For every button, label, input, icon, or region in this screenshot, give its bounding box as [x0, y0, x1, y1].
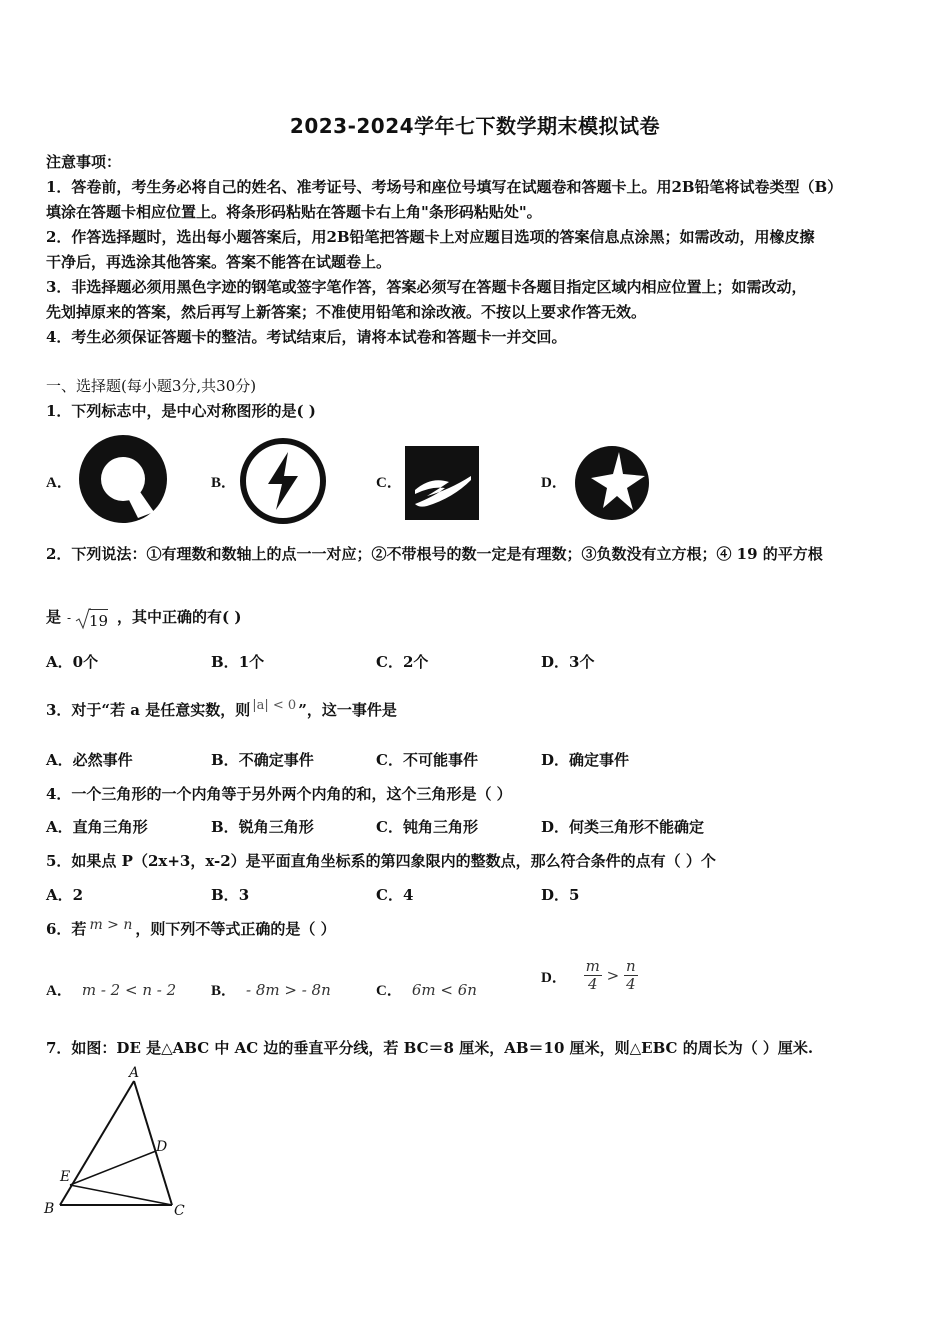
star-circle-icon	[573, 444, 651, 526]
q4-option-d[interactable]	[541, 817, 704, 837]
fraction	[624, 958, 638, 993]
fraction	[584, 958, 602, 993]
notice-line: 干净后，再选涂其他答案。答案不能答在试题卷上。	[46, 253, 392, 271]
q1-option-d[interactable]	[541, 472, 567, 493]
option-label: A．	[46, 751, 73, 769]
q2-option-a[interactable]	[46, 652, 98, 672]
q2-option-b[interactable]	[211, 652, 264, 672]
q5-option-b[interactable]	[211, 885, 249, 905]
q6-option-d[interactable]	[541, 958, 638, 993]
option-label: B．	[211, 818, 239, 836]
notice-line: 3．非选择题必须用黑色字迹的钢笔或签字笔作答，答案必须写在答题卡各题目指定区域内相应位置上；如需改动，	[46, 278, 807, 296]
option-math: - 8m > - 8n	[246, 981, 331, 999]
lightning-circle-icon	[240, 438, 326, 528]
option-label: D．	[541, 475, 567, 491]
point-label-c: C	[174, 1203, 185, 1219]
option-text: 锐角三角形	[238, 818, 314, 836]
question-7-stem: 7．如图：DE 是△ABC 中 AC 边的垂直平分线，若 BC＝8 厘米，AB＝10 厘米，则△EBC 的周长为（ ）厘米.	[46, 1039, 814, 1057]
text-fragment: 6．若	[46, 920, 87, 938]
option-label: A．	[46, 475, 72, 491]
option-label: B．	[211, 751, 239, 769]
numerator: m	[585, 957, 600, 975]
option-text: 1个	[238, 653, 265, 671]
greater-sign: >	[606, 966, 620, 985]
text-fragment: ，其中正确的有( )	[117, 608, 242, 626]
option-label: A．	[46, 983, 72, 999]
option-label: C．	[376, 818, 403, 836]
option-text: 2个	[402, 653, 429, 671]
question-5-stem: 5．如果点 P（2x+3，x-2）是平面直角坐标系的第四象限内的整数点，那么符合条件的点有（ ）个	[46, 852, 716, 870]
point-label-d: D	[156, 1139, 168, 1155]
option-math: 6m < 6n	[411, 981, 477, 999]
q5-option-d[interactable]	[541, 885, 579, 905]
q2-option-d[interactable]	[541, 652, 594, 672]
text-fragment: ，则下列不等式正确的是（ ）	[135, 920, 336, 938]
minus-sign: -	[67, 611, 72, 625]
option-label: B．	[211, 983, 237, 999]
question-2-stem-cont	[46, 607, 242, 630]
notice-line: 4．考生必须保证答题卡的整洁。考试结束后，请将本试卷和答题卡一并交回。	[46, 328, 567, 346]
option-text: 直角三角形	[72, 818, 148, 836]
option-text: 何类三角形不能确定	[569, 818, 705, 836]
ring-logo-icon	[78, 434, 168, 528]
option-text: 确定事件	[569, 751, 630, 769]
point-label-a: A	[129, 1065, 140, 1081]
q5-option-a[interactable]	[46, 885, 83, 905]
q3-option-c[interactable]	[376, 750, 478, 770]
q3-option-a[interactable]	[46, 750, 133, 770]
option-label: A．	[46, 886, 73, 904]
q1-option-b[interactable]	[211, 472, 236, 493]
question-4-stem: 4．一个三角形的一个内角等于另外两个内角的和，这个三角形是（ ）	[46, 785, 512, 803]
option-label: C．	[376, 653, 403, 671]
q4-option-b[interactable]	[211, 817, 314, 837]
q1-option-c[interactable]	[376, 472, 402, 493]
q6-option-b[interactable]	[211, 980, 331, 1001]
notice-line: 2．作答选择题时，选出每小题答案后，用2B铅笔把答题卡上对应题目选项的答案信息点涂黑；如需改动，用橡皮擦	[46, 228, 815, 246]
notice-heading: 注意事项：	[46, 153, 122, 171]
option-label: B．	[211, 653, 239, 671]
sqrt-argument: 19	[89, 609, 108, 631]
text-fragment: 3．对于“若 a 是任意实数，则	[46, 701, 251, 719]
q6-option-a[interactable]	[46, 980, 176, 1001]
inline-math: m > n	[89, 917, 133, 933]
point-label-e: E	[60, 1169, 71, 1185]
q3-option-b[interactable]	[211, 750, 314, 770]
option-label: D．	[541, 818, 570, 836]
option-label: D．	[541, 969, 567, 986]
option-label: C．	[376, 751, 403, 769]
q5-option-c[interactable]	[376, 885, 413, 905]
option-text: 不确定事件	[238, 751, 314, 769]
question-3-stem	[46, 700, 397, 722]
option-label: D．	[541, 653, 570, 671]
q4-option-c[interactable]	[376, 817, 478, 837]
q3-option-d[interactable]	[541, 750, 629, 770]
text-fragment: ”，这一事件是	[298, 701, 397, 719]
option-label: A．	[46, 818, 73, 836]
question-1-stem: 1．下列标志中，是中心对称图形的是( )	[46, 402, 316, 420]
option-text: 3个	[569, 653, 595, 671]
q6-option-c[interactable]	[376, 980, 477, 1001]
denominator: 4	[626, 975, 636, 993]
notice-line: 先划掉原来的答案，然后再写上新答案；不准使用铅笔和涂改液。不按以上要求作答无效。	[46, 303, 647, 321]
option-label: C．	[376, 983, 402, 999]
option-label: C．	[376, 886, 403, 904]
notice-line: 1．答卷前，考生务必将自己的姓名、准考证号、考场号和座位号填写在试题卷和答题卡上。用2B铅笔将试卷类型（B）	[46, 178, 843, 196]
q1-option-a[interactable]	[46, 472, 72, 493]
section-heading: 一、选择题(每小题3分,共30分)	[46, 377, 257, 395]
option-label: B．	[211, 886, 239, 904]
option-label: B．	[211, 475, 237, 491]
option-text: 不可能事件	[402, 751, 478, 769]
wave-square-logo-icon	[405, 446, 479, 524]
point-label-b: B	[44, 1201, 55, 1217]
option-text: 0个	[72, 653, 99, 671]
page-title: 2023-2024学年七下数学期末模拟试卷	[289, 114, 661, 138]
option-text: 2	[72, 886, 84, 904]
question-6-stem	[46, 919, 336, 940]
option-label: D．	[541, 751, 570, 769]
option-label: C．	[376, 475, 402, 491]
option-text: 4	[402, 886, 414, 904]
option-math: m - 2 < n - 2	[81, 981, 177, 999]
option-label: A．	[46, 653, 73, 671]
notice-line: 填涂在答题卡相应位置上。将条形码粘贴在答题卡右上角"条形码粘贴处"。	[46, 203, 542, 221]
triangle-figure	[40, 1065, 200, 1229]
numerator: n	[626, 957, 636, 975]
option-text: 必然事件	[72, 751, 133, 769]
option-text: 钝角三角形	[402, 818, 478, 836]
q4-option-a[interactable]	[46, 817, 148, 837]
option-text: 3	[238, 886, 250, 904]
option-text: 5	[569, 886, 580, 904]
denominator: 4	[587, 975, 598, 993]
question-2-stem: 2．下列说法：①有理数和数轴上的点一一对应；②不带根号的数一定是有理数；③负数没有立方根；④ 19 的平方根	[46, 545, 823, 563]
inline-math: |a| < 0	[252, 698, 297, 713]
q2-option-c[interactable]	[376, 652, 428, 672]
option-label: D．	[541, 886, 570, 904]
text-fragment: 是	[46, 608, 62, 626]
